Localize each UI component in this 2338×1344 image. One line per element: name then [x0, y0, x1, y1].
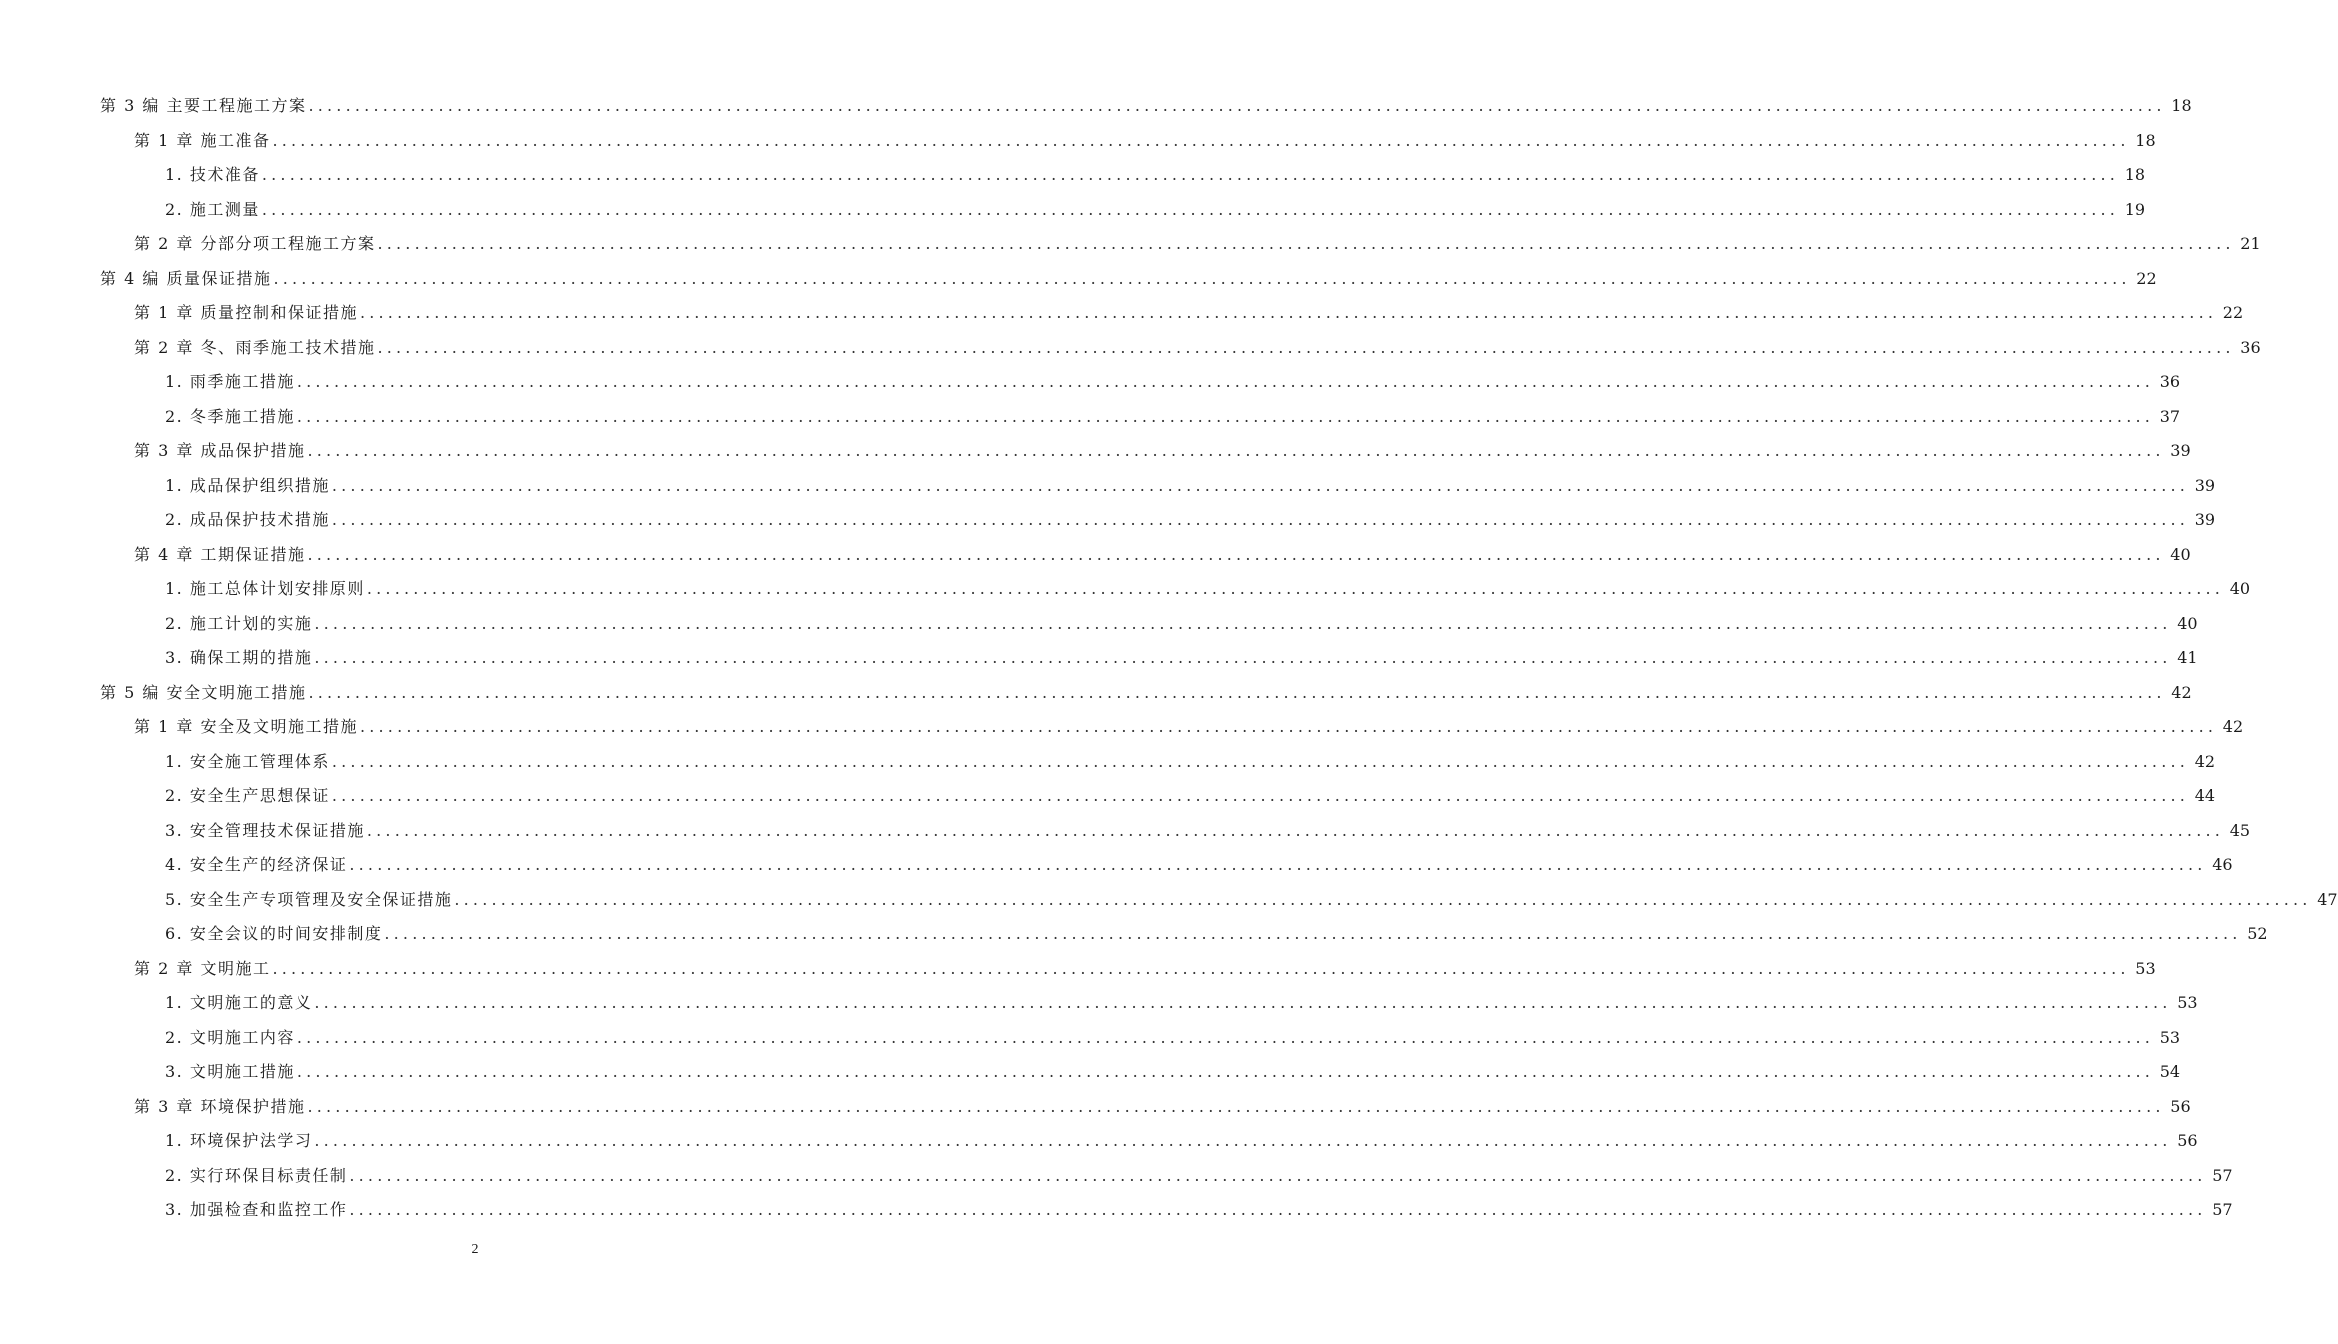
- toc-dot-leader: ........................................................................................................................................................................................................: [296, 1027, 2155, 1047]
- toc-dot-leader: ........................................................................................................................................................................................................: [384, 924, 2242, 943]
- toc-dot-leader: ........................................................................................................................................................................................................: [307, 1096, 2165, 1116]
- toc-entry-page: 46: [2212, 855, 2233, 874]
- toc-entry-page: 36: [2240, 337, 2261, 357]
- toc-entry-label: 1. 文明施工的意义: [165, 993, 313, 1012]
- toc-entry[interactable]: [0, 331, 2261, 366]
- toc-dot-leader: ........................................................................................................................................................................................................: [331, 475, 2190, 495]
- toc-entry[interactable]: [0, 227, 2261, 262]
- toc-entry[interactable]: [0, 607, 2198, 642]
- toc-dot-leader: ........................................................................................................................................................................................................: [308, 96, 2166, 115]
- toc-entry-page: 57: [2212, 1200, 2233, 1219]
- toc-dot-leader: ........................................................................................................................................................................................................: [331, 510, 2190, 529]
- toc-entry-label: 第 2 章 分部分项工程施工方案: [134, 234, 376, 253]
- toc-dot-leader: ........................................................................................................................................................................................................: [296, 1062, 2155, 1081]
- toc-entry-page: 42: [2171, 682, 2192, 702]
- toc-entry-label: 第 1 章 施工准备: [134, 130, 271, 150]
- toc-entry-label: 2. 施工测量: [165, 199, 260, 219]
- toc-entry-page: 18: [2124, 165, 2146, 184]
- toc-entry-page: 18: [2171, 96, 2192, 115]
- toc-entry-label: 1. 技术准备: [165, 165, 260, 184]
- toc-entry[interactable]: [0, 193, 2146, 228]
- toc-entry-label: 1. 安全施工管理体系: [165, 751, 330, 771]
- toc-entry[interactable]: [0, 1090, 2191, 1125]
- toc-entry[interactable]: [0, 158, 2146, 193]
- toc-entry-label: 1. 施工总体计划安排原则: [165, 579, 365, 598]
- toc-dot-leader: ........................................................................................................................................................................................................: [366, 820, 2225, 840]
- toc-entry[interactable]: [0, 538, 2191, 573]
- toc-entry-label: 第 2 章 文明施工: [134, 958, 271, 978]
- toc-dot-leader: ........................................................................................................................................................................................................: [261, 165, 2120, 184]
- toc-entry-label: 3. 文明施工措施: [165, 1062, 295, 1081]
- toc-entry-label: 第 4 编 质量保证措施: [100, 268, 272, 288]
- toc-entry-page: 47: [2317, 889, 2338, 909]
- toc-dot-leader: ........................................................................................................................................................................................................: [307, 544, 2165, 564]
- toc-entry[interactable]: [0, 710, 2244, 745]
- toc-dot-leader: ........................................................................................................................................................................................................: [308, 682, 2166, 702]
- toc-entry-label: 5. 安全生产专项管理及安全保证措施: [165, 889, 453, 909]
- toc-dot-leader: ........................................................................................................................................................................................................: [377, 234, 2235, 253]
- toc-entry[interactable]: [0, 1055, 2181, 1090]
- toc-entry-label: 2. 实行环保目标责任制: [165, 1165, 348, 1185]
- toc-dot-leader: ........................................................................................................................................................................................................: [296, 372, 2155, 391]
- toc-dot-leader: ........................................................................................................................................................................................................: [314, 648, 2172, 667]
- toc-entry-label: 第 3 编 主要工程施工方案: [100, 96, 307, 115]
- toc-entry-label: 6. 安全会议的时间安排制度: [165, 924, 383, 943]
- toc-entry[interactable]: [0, 883, 2338, 918]
- toc-dot-leader: ........................................................................................................................................................................................................: [349, 855, 2207, 874]
- toc-dot-leader: ........................................................................................................................................................................................................: [272, 130, 2130, 150]
- toc-entry-label: 2. 施工计划的实施: [165, 613, 313, 633]
- toc-entry-page: 18: [2135, 130, 2156, 150]
- toc-entry-label: 第 1 章 质量控制和保证措施: [134, 303, 358, 322]
- toc-dot-leader: ........................................................................................................................................................................................................: [314, 613, 2172, 633]
- toc-entry[interactable]: [0, 400, 2181, 435]
- toc-entry[interactable]: [0, 641, 2198, 676]
- toc-entry-page: 44: [2194, 786, 2216, 805]
- toc-entry-page: 41: [2177, 648, 2198, 667]
- toc-entry-label: 3. 确保工期的措施: [165, 648, 313, 667]
- toc-dot-leader: ........................................................................................................................................................................................................: [366, 579, 2225, 598]
- toc-entry[interactable]: [0, 1021, 2181, 1056]
- toc-entry[interactable]: [0, 1159, 2233, 1194]
- toc-entry[interactable]: [0, 986, 2198, 1021]
- toc-dot-leader: ........................................................................................................................................................................................................: [349, 1165, 2207, 1185]
- toc-dot-leader: ........................................................................................................................................................................................................: [331, 786, 2190, 805]
- toc-entry[interactable]: [0, 124, 2156, 159]
- toc-entry-page: 53: [2135, 958, 2156, 978]
- toc-entry-page: 40: [2229, 579, 2251, 598]
- toc-entry[interactable]: [0, 745, 2216, 780]
- toc-dot-leader: ........................................................................................................................................................................................................: [307, 441, 2165, 460]
- toc-dot-leader: ........................................................................................................................................................................................................: [272, 958, 2130, 978]
- toc-entry-page: 53: [2159, 1027, 2181, 1047]
- toc-entry-page: 52: [2247, 924, 2268, 943]
- toc-entry-label: 2. 安全生产思想保证: [165, 786, 330, 805]
- toc-entry-label: 1. 环境保护法学习: [165, 1131, 313, 1150]
- toc-dot-leader: ........................................................................................................................................................................................................: [359, 303, 2218, 322]
- toc-entry[interactable]: [0, 848, 2233, 883]
- toc-entry[interactable]: [0, 952, 2156, 987]
- toc-dot-leader: ........................................................................................................................................................................................................: [454, 889, 2312, 909]
- toc-dot-leader: ........................................................................................................................................................................................................: [273, 268, 2131, 288]
- toc-dot-leader: ........................................................................................................................................................................................................: [296, 406, 2155, 426]
- toc-entry[interactable]: [0, 503, 2216, 538]
- toc-entry-label: 3. 安全管理技术保证措施: [165, 820, 365, 840]
- toc-entry[interactable]: [0, 262, 2157, 297]
- toc-entry-label: 第 4 章 工期保证措施: [134, 544, 306, 564]
- toc-dot-leader: ........................................................................................................................................................................................................: [314, 1131, 2172, 1150]
- toc-entry[interactable]: [0, 365, 2181, 400]
- toc-entry-page: 22: [2222, 303, 2244, 322]
- toc-entry[interactable]: [0, 89, 2192, 124]
- toc-entry-page: 19: [2124, 199, 2146, 219]
- page-number: 2: [471, 1242, 479, 1257]
- toc-entry[interactable]: [0, 917, 2268, 952]
- toc-entry-page: 56: [2170, 1096, 2191, 1116]
- toc-entry-page: 42: [2194, 751, 2216, 771]
- toc-entry-page: 40: [2177, 613, 2198, 633]
- toc-entry-label: 第 1 章 安全及文明施工措施: [134, 717, 358, 736]
- toc-entry-label: 第 3 章 成品保护措施: [134, 441, 306, 460]
- toc-entry-page: 42: [2222, 717, 2244, 736]
- toc-entry-page: 21: [2240, 234, 2261, 253]
- toc-dot-leader: ........................................................................................................................................................................................................: [377, 337, 2235, 357]
- toc-entry-page: 40: [2170, 544, 2191, 564]
- toc-entry-page: 57: [2212, 1165, 2233, 1185]
- toc-entry[interactable]: [0, 296, 2244, 331]
- toc-dot-leader: ........................................................................................................................................................................................................: [359, 717, 2218, 736]
- toc-entry[interactable]: [0, 572, 2251, 607]
- toc-entry-page: 53: [2177, 993, 2198, 1012]
- toc-entry-label: 1. 成品保护组织措施: [165, 475, 330, 495]
- toc-entry[interactable]: [0, 814, 2251, 849]
- toc-dot-leader: ........................................................................................................................................................................................................: [261, 199, 2120, 219]
- toc-entry-label: 第 2 章 冬、雨季施工技术措施: [134, 337, 376, 357]
- toc-entry-page: 54: [2159, 1062, 2181, 1081]
- toc-entry-label: 4. 安全生产的经济保证: [165, 855, 348, 874]
- toc-entry-label: 2. 文明施工内容: [165, 1027, 295, 1047]
- toc-entry[interactable]: [0, 469, 2216, 504]
- toc-entry-page: 56: [2177, 1131, 2198, 1150]
- toc-entry-page: 37: [2159, 406, 2181, 426]
- toc-entry-label: 第 3 章 环境保护措施: [134, 1096, 306, 1116]
- table-of-contents: [0, 89, 2338, 1228]
- toc-entry[interactable]: [0, 434, 2191, 469]
- toc-dot-leader: ........................................................................................................................................................................................................: [314, 993, 2172, 1012]
- toc-entry[interactable]: [0, 1124, 2198, 1159]
- toc-entry-label: 2. 成品保护技术措施: [165, 510, 330, 529]
- toc-dot-leader: ........................................................................................................................................................................................................: [331, 751, 2190, 771]
- toc-entry[interactable]: [0, 676, 2192, 711]
- toc-entry-page: 45: [2229, 820, 2251, 840]
- toc-dot-leader: ........................................................................................................................................................................................................: [349, 1200, 2207, 1219]
- toc-entry-label: 3. 加强检查和监控工作: [165, 1200, 348, 1219]
- toc-entry-page: 22: [2136, 268, 2157, 288]
- toc-entry[interactable]: [0, 1193, 2233, 1228]
- toc-entry-label: 2. 冬季施工措施: [165, 406, 295, 426]
- toc-entry-page: 39: [2194, 475, 2216, 495]
- toc-entry-page: 36: [2159, 372, 2181, 391]
- toc-entry[interactable]: [0, 779, 2216, 814]
- toc-entry-page: 39: [2194, 510, 2216, 529]
- toc-entry-label: 1. 雨季施工措施: [165, 372, 295, 391]
- toc-entry-label: 第 5 编 安全文明施工措施: [100, 682, 307, 702]
- toc-entry-page: 39: [2170, 441, 2191, 460]
